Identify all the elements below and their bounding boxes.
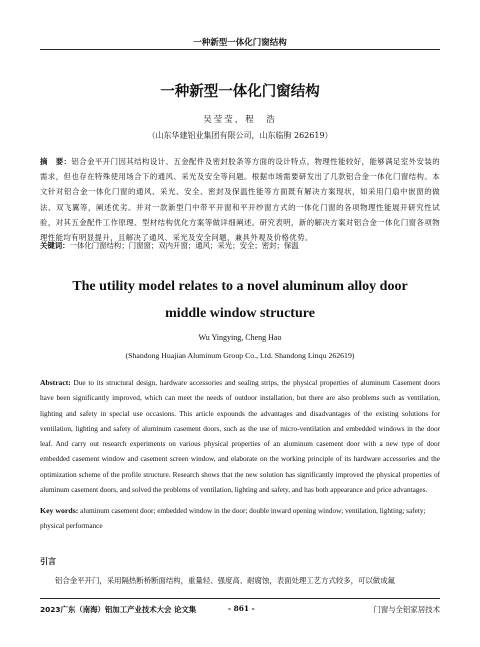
footer-proceedings: 2023广东（南海）铝加工产业技术大会 论文集 xyxy=(40,605,197,614)
english-keywords-label: Key words: xyxy=(40,506,79,515)
english-keywords-text: aluminum casement door; embedded window in the door; double inward opening window; ventilation, lighting; safety; physical performance xyxy=(40,507,426,531)
intro-heading: 引言 xyxy=(40,557,56,566)
chinese-authors: 吴莹莹，程 浩 xyxy=(203,115,277,125)
english-affiliation: (Shandong Huajian Aluminum Group Co., Ltd. Shandong Linqu 262619) xyxy=(125,351,355,360)
intro-paragraph: 铝合金平开门，采用隔热断桥断面结构，重量轻、强度高、耐腐蚀，表面处理工艺方式较多，可以做成氟 xyxy=(55,576,395,585)
footer-section: 门窗与全铝家居技术 xyxy=(373,605,440,614)
english-keywords xyxy=(40,503,440,535)
english-title-line2: middle window structure xyxy=(165,306,315,321)
english-abstract xyxy=(40,375,440,498)
chinese-abstract-label: 摘 要： xyxy=(40,157,72,166)
page-number: - 861 - xyxy=(228,604,255,613)
chinese-keywords xyxy=(40,240,440,252)
chinese-abstract xyxy=(40,154,440,245)
header-rule xyxy=(40,49,440,50)
chinese-affiliation: （山东华建铝业集团有限公司，山东临朐 262619） xyxy=(147,131,333,140)
chinese-keywords-label: 关键词： xyxy=(40,241,70,250)
english-authors: Wu Yingying, Cheng Hao xyxy=(198,333,282,342)
english-title xyxy=(0,274,480,327)
chinese-keywords-text: 一体化门窗结构；门窗窗；双内开窗；通风；采光；安全；密封；保温 xyxy=(69,241,299,250)
chinese-abstract-text: 铝合金平开门因其结构设计、五金配件及密封胶条等方面的设计特点，物理性能较好，能够满足室外安装的需求，但也存在特殊使用场合下的通风、采光及安全等问题。根据市场需要研发出了几款铝合金一体化门窗结构。本文针对铝合金一体化门窗的通风、采光、安全、密封及保温性能等方面既有解决方案现状，如采用门扇中嵌窗的做法、双飞翼等，阐述优劣。并对一款新型门中带平开窗和平开纱窗方式的一体化门窗的各项物理性能展开研究性试验，对其五金配件工作原理、型材结构优化方案等做详细阐述。研究表明，新的解决方案对铝合金一体化门窗各项物理性能均有明显提升，且解决了通风、采光及安全问题，兼具外观及价格优势。 xyxy=(40,157,440,243)
english-title-line1: The utility model relates to a novel aluminum alloy door xyxy=(72,279,408,294)
english-abstract-text: Due to its structural design, hardware accessories and sealing strips, the physical properties of aluminum Casement doors have been significantly improved, which can meet the needs of outdoor installation, but there are also problems such as ventilation, lighting and safety in special use occasions. This article expounds the advantages and disadvantages of the existing solutions for ventilation, lighting and safety of aluminum casement doors, such as the use of micro-ventilation and embedded windows in the door leaf. And carry out research experiments on various physical properties of an aluminum casement door with a new type of door embedded casement window and casement screen window, and elaborate on the working principle of its hardware accessories and the optimization scheme of the profile structure. Research shows that the new solution has significantly improved the physical properties of aluminum casement doors, and solved the problems of ventilation, lighting and safety, and has both appearance and price advantages. xyxy=(40,379,441,495)
chinese-title: 一种新型一体化门窗结构 xyxy=(160,84,320,100)
footer-rule xyxy=(40,598,440,599)
english-abstract-label: Abstract: xyxy=(40,378,71,387)
running-head: 一种新型一体化门窗结构 xyxy=(193,38,287,48)
